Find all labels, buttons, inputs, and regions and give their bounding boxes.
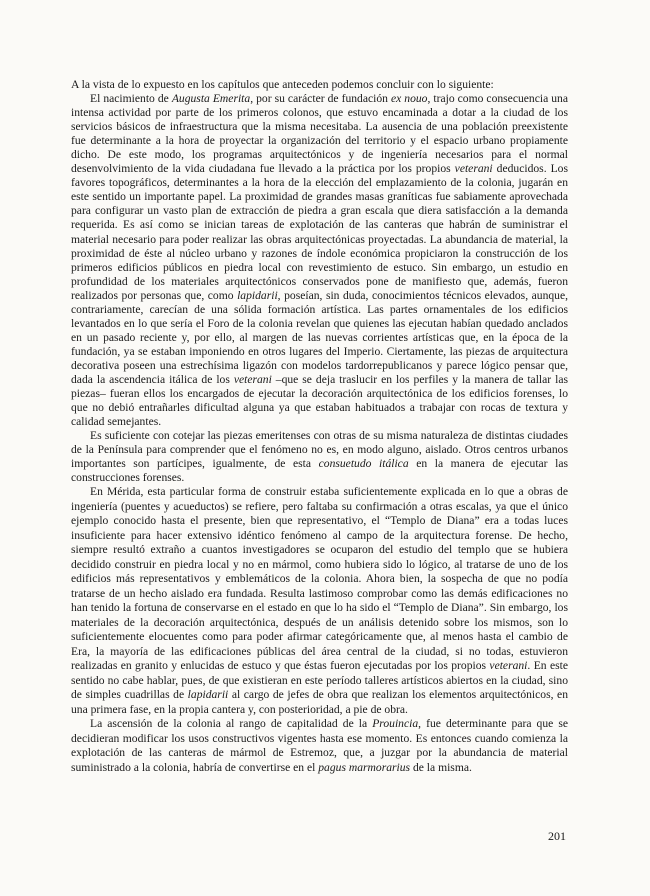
text-run: . En este sentido no cabe hablar, pues, de que existieran en este período talleres artísticos abiertos en la ciudad, sino de simples cuadrillas de	[71, 659, 568, 702]
paragraph	[71, 429, 568, 485]
body-text	[71, 78, 568, 775]
text-run: , por su carácter de fundación	[250, 92, 391, 106]
text-run: , fue determinante para que se decidieran modificar los usos constructivos vigentes hasta ese momento. Es entonces cuando comienza la explotación de las canteras de mármol de Estremoz, que, a juzgar por la abundancia de material suministrado a la colonia, habría de convertirse en el	[71, 717, 568, 774]
italic-term: ex nouo	[390, 92, 428, 106]
text-run: –que se deja traslucir en los perfiles y la manera de tallar las piezas– fueran ellos los encargados de ejecutar la decoración arquitectónica de los edificios forenses, lo que no debió entrañarles dificultad alguna ya que estaban habituados a trabajar con rocas de textura y calidad semejantes.	[71, 372, 568, 429]
italic-term: consuetudo itálica	[318, 457, 409, 471]
italic-term: veterani	[489, 659, 528, 673]
text-run: al cargo de jefes de obra que realizan los elementos arquitectónicos, en una primera fase, en la propia cantera y, con posterioridad, a pie de obra.	[71, 688, 568, 716]
italic-term: Augusta Emerita	[171, 92, 251, 106]
italic-term: pagus marmorarius	[318, 760, 411, 774]
text-run: , trajo como consecuencia una intensa actividad por parte de los primeros colonos, que estuvo encaminada a dotar a la ciudad de los servicios básicos de infraestructura que la misma necesitaba. La ausencia de una población preexistente fue determinante a la hora de proyectar la organización del territorio y el espacio urbano propiamente dicho. De este modo, los programas arquitectónicos y de ingeniería necesarios para el normal desenvolvimiento de la vida ciudadana fue llevado a la práctica por los propios	[71, 92, 568, 176]
italic-term: veterani	[233, 372, 272, 386]
text-run: deducidos. Los favores topográficos, determinantes a la hora de la elección del emplazamiento de la colonia, jugarán en este sentido un importante papel. La proximidad de grandes masas graníticas fue sabiamente aprovechada para configurar un vasto plan de extracción de piedra a gran escala que diera satisfacción a la demanda requerida. Es así como se inician tareas de explotación de las canteras que habrán de suministrar el material necesario para poder realizar las obras arquitectónicas proyectadas. La abundancia de material, la proximidad de éste al núcleo urbano y razones de índole económica propiciaron la construcción de los primeros edificios públicos en piedra local con revestimiento de estuco. Sin embargo, un estudio en profundidad de los materiales arquitectónicos conservados pone de manifiesto que, además, fueron realizados por personas que, como	[71, 162, 568, 302]
text-run: A la vista de lo expuesto en los capítulos que anteceden podemos concluir con lo siguiente:	[71, 78, 494, 91]
text-run: , poseían, sin duda, conocimientos técnicos elevados, aunque, contrariamente, carecían de una sólida formación artística. Las partes ornamentales de los edificios levantados en lo que sería el Foro de la colonia revelan que quienes las ejecutan habían quedado anclados en un pasado reciente y, por ello, al margen de las nuevas corrientes artísticas que, en la época de la fundación, ya se estaban imponiendo en otros lugares del Imperio. Ciertamente, las piezas de arquitectura decorativa poseen una estrechísima ligazón con modelos tardorrepublicanos y parece lógico pensar que, dada la ascendencia itálica de los	[71, 288, 569, 386]
italic-term: veterani	[454, 162, 493, 176]
paragraph	[71, 717, 568, 775]
paragraph	[71, 485, 568, 717]
italic-term: Prouincia	[372, 717, 419, 731]
text-run: en la manera de ejecutar las construcciones forenses.	[71, 457, 568, 485]
italic-term: lapidarii	[237, 288, 278, 302]
text-run: de la misma.	[410, 760, 472, 774]
italic-term: lapidarii	[187, 688, 229, 702]
text-run: En Mérida, esta particular forma de construir estaba suficientemente explicada en lo que a obras de ingeniería (puentes y acueductos) se refiere, pero faltaba su confirmación a otras escalas, ya que el único ejemplo conocido hasta el presente, bien que representativo, el “Templo de Diana” era a todas luces insuficiente para hacer extensivo idéntico fenómeno al campo de la arquitectura forense. De hecho, siempre resultó extraño a cuantos investigadores se ocuparon del estudio del templo que se hubiera decidido construir en piedra local y no en mármol, como hubiera sido lo lógico, al tratarse de uno de los edificios más representativos y emblemáticos de la colonia. Ahora bien, la sospecha de que no podía tratarse de un hecho aislado era fundada. Resulta lastimoso comprobar como las demás edificaciones no han tenido la fortuna de conservarse en el estado en que lo ha sido el “Templo de Diana”. Sin embargo, los materiales de la decoración arquitectónica, después de un análisis detenido sobre los mismos, son lo suficientemente elocuentes como para poder afirmar categóricamente que, al menos hasta el cambio de Era, la mayoría de las edificaciones públicas del área central de la ciudad, si no todas, estuvieron realizadas en granito y enlucidas de estuco y que éstas fueron ejecutadas por los propios	[71, 485, 568, 673]
page-number: 201	[548, 829, 566, 843]
paragraph	[71, 92, 568, 429]
text-run: El nacimiento de	[90, 92, 172, 106]
paragraph	[71, 78, 568, 92]
text-run: La ascensión de la colonia al rango de capitalidad de la	[90, 717, 373, 731]
text-run: Es suficiente con cotejar las piezas emeritenses con otras de su misma naturaleza de distintas ciudades de la Península para comprender que el fenómeno no es, en modo alguno, aislado. Otros centros urbanos importantes son partícipes, igualmente, de esta	[71, 429, 568, 471]
